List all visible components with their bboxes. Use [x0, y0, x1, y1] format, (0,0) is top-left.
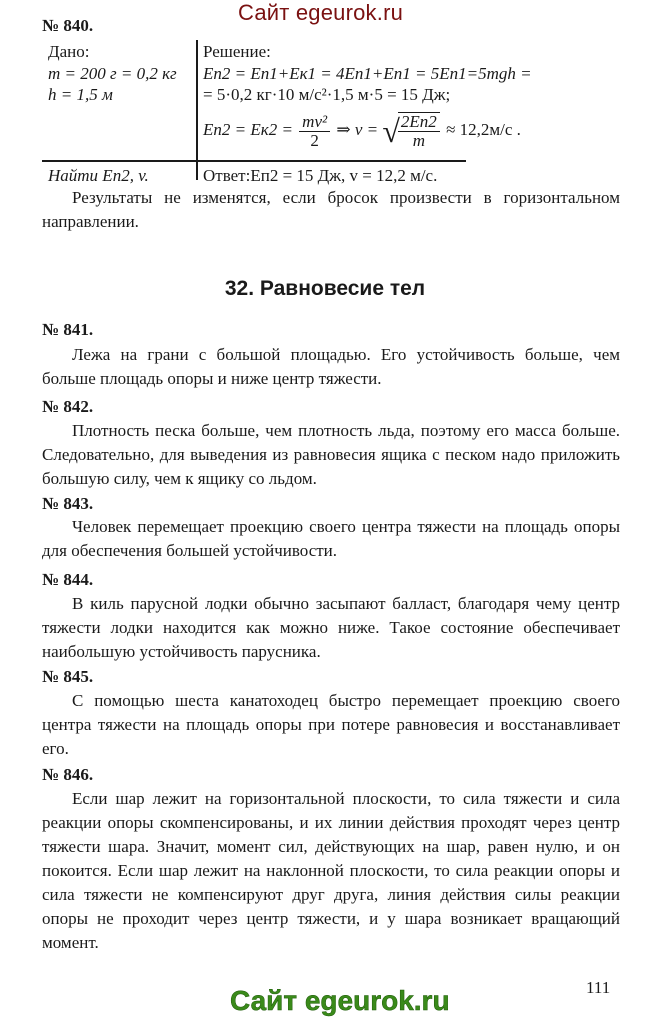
watermark-bottom: Сайт egeurok.ru [230, 985, 450, 1016]
given-solution-divider [196, 40, 198, 180]
section-title: 32. Равновесие тел [224, 277, 426, 300]
watermark-top: Сайт egeurok.ru [238, 0, 404, 25]
given-height: h = 1,5 м [48, 85, 113, 104]
solution-label: Решение: [203, 42, 271, 61]
solution-line-2: = 5·0,2 кг·10 м/с²·1,5 м·5 = 15 Дж; [203, 85, 451, 104]
problem-840-number: № 840. [42, 16, 94, 35]
problem-845-number: № 845. [42, 667, 94, 686]
line3-right: ≈ 12,2м/с . [446, 119, 521, 139]
line3-mid: ⇒ v = [336, 119, 379, 139]
problem-844-text: В киль парусной лодки обычно засыпают балласт, благодаря чему центр тяжести лодки находится как можно ниже. Такое состояние обеспечивает наибольшую устойчивость парусника. [42, 594, 620, 661]
solution-line-1: Eп2 = Eп1+Eк1 = 4Eп1+Eп1 = 5Eп1=5mgh = [203, 64, 532, 83]
fraction-velocity-numerator: 2Eп2 [398, 113, 440, 132]
given-find-divider [42, 160, 196, 162]
problem-840-note: Результаты не изменятся, если бросок произвести в горизонтальном направлении. [42, 188, 620, 231]
fraction-velocity-denominator: m [412, 131, 425, 150]
given-label: Дано: [48, 42, 90, 61]
problem-841-text: Лежа на грани с большой площадью. Его устойчивость больше, чем больше площадь опоры и ниже центр тяжести. [42, 345, 620, 388]
solution-line-3 [203, 112, 521, 150]
solution-answer-divider [196, 160, 466, 162]
sqrt-expression [382, 112, 441, 150]
problem-846-number: № 846. [42, 765, 94, 784]
fraction-velocity [398, 112, 440, 150]
problem-842-number: № 842. [42, 397, 94, 416]
line3-left: Eп2 = Eк2 = [203, 119, 293, 139]
fraction-kinetic-numerator: mv² [299, 113, 330, 132]
given-mass: m = 200 г = 0,2 кг [48, 64, 177, 83]
answer-text: Ответ:Eп2 = 15 Дж, v = 12,2 м/с. [203, 166, 438, 185]
problem-845-text: С помощью шеста канатоходец быстро перемещает проекцию своего центра тяжести на площадь опоры при потере равновесия и восстанавливает его. [42, 691, 620, 758]
fraction-kinetic-denominator: 2 [310, 130, 319, 150]
problem-841-number: № 841. [42, 320, 94, 339]
fraction-kinetic [299, 113, 330, 150]
find-text: Найти Eп2, v. [48, 166, 149, 185]
problem-843-text: Человек перемещает проекцию своего центра тяжести на площадь опоры для обеспечения большей устойчивости. [42, 517, 620, 560]
problem-842-text: Плотность песка больше, чем плотность льда, поэтому его масса больше. Следовательно, для выведения из равновесия ящика с песком надо приложить большую силу, чем к ящику со льдом. [42, 421, 620, 488]
problem-844-number: № 844. [42, 570, 94, 589]
problem-843-number: № 843. [42, 494, 94, 513]
sqrt-sign-icon: √ [382, 113, 400, 149]
problem-846-text: Если шар лежит на горизонтальной плоскости, то сила тяжести и сила реакции опоры скомпенсированы, и их линии действия проходят через центр тяжести шара. Значит, момент сил, действующих на шар, равен нулю, и он покоится. Если шар лежит на наклонной плоскости, то сила реакции опоры и сила тяжести не компенсируют друг друга, линия действия силы реакции опоры не проходит через центр тяжести, и у шара возникает вращающий момент. [42, 789, 620, 952]
page-number: 111 [586, 978, 611, 997]
